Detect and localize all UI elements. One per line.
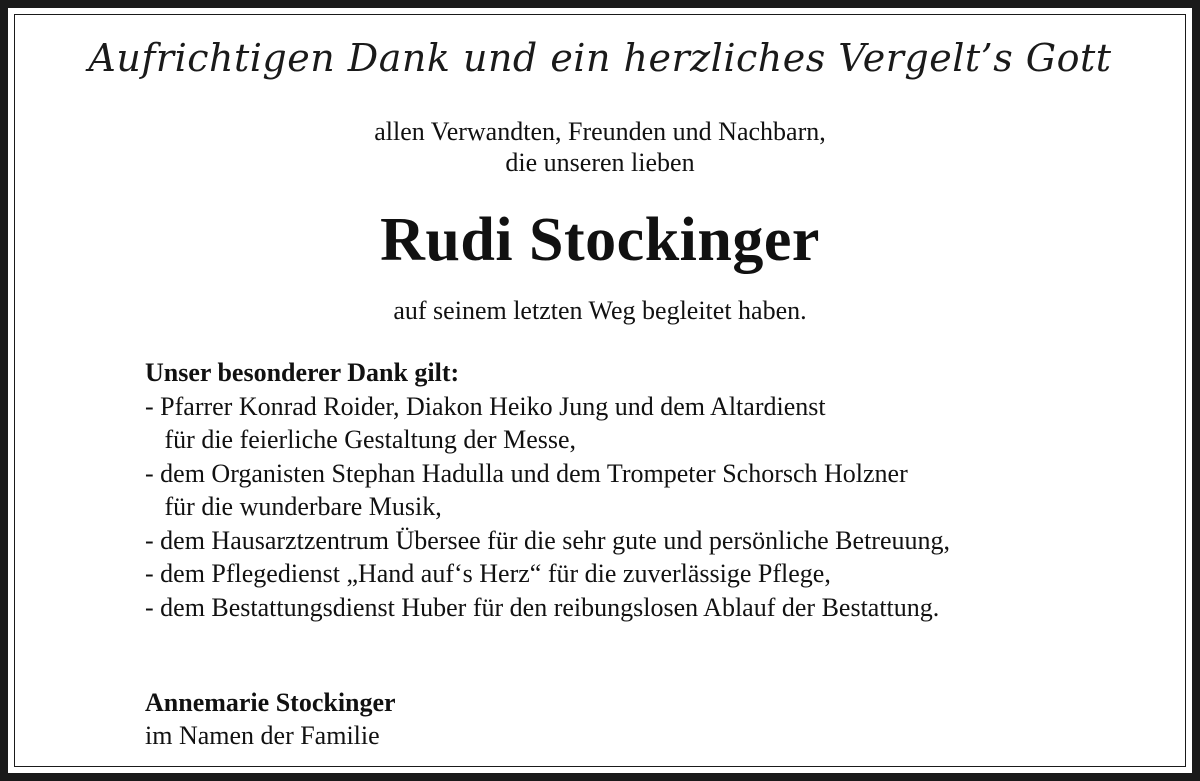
thanks-line: - dem Pflegedienst „Hand auf‘s Herz“ für die zuverlässige Pflege,: [145, 559, 831, 588]
thanks-section: [145, 356, 1145, 624]
intro-line-2: die unseren lieben: [505, 148, 695, 177]
headline-script: Aufrichtigen Dank und ein herzliches Vergelt’s Gott: [88, 36, 1112, 80]
thanks-line: - dem Hausarztzentrum Übersee für die sehr gute und persönliche Betreuung,: [145, 525, 950, 555]
thanks-line: - dem Organisten Stephan Hadulla und dem Trompeter Schorsch Holzner: [145, 458, 908, 488]
deceased-name: Rudi Stockinger: [380, 206, 820, 274]
after-name-text: auf seinem letzten Weg begleitet haben.: [393, 296, 807, 325]
thanks-line: für die wunderbare Musik,: [145, 492, 442, 521]
intro-text: [0, 116, 1200, 178]
thanks-heading: Unser besonderer Dank gilt:: [145, 358, 460, 387]
thanks-line: für die feierliche Gestaltung der Messe,: [145, 425, 577, 454]
signature-name: Annemarie Stockinger: [145, 688, 396, 717]
thanks-line: - Pfarrer Konrad Roider, Diakon Heiko Jung und dem Altardienst: [145, 391, 826, 421]
thanks-line: - dem Bestattungsdienst Huber für den reibungslosen Ablauf der Bestattung.: [145, 592, 940, 622]
signature-subline: im Namen der Familie: [145, 721, 380, 750]
signature-block: [145, 686, 945, 752]
intro-line-1: allen Verwandten, Freunden und Nachbarn,: [374, 117, 826, 146]
